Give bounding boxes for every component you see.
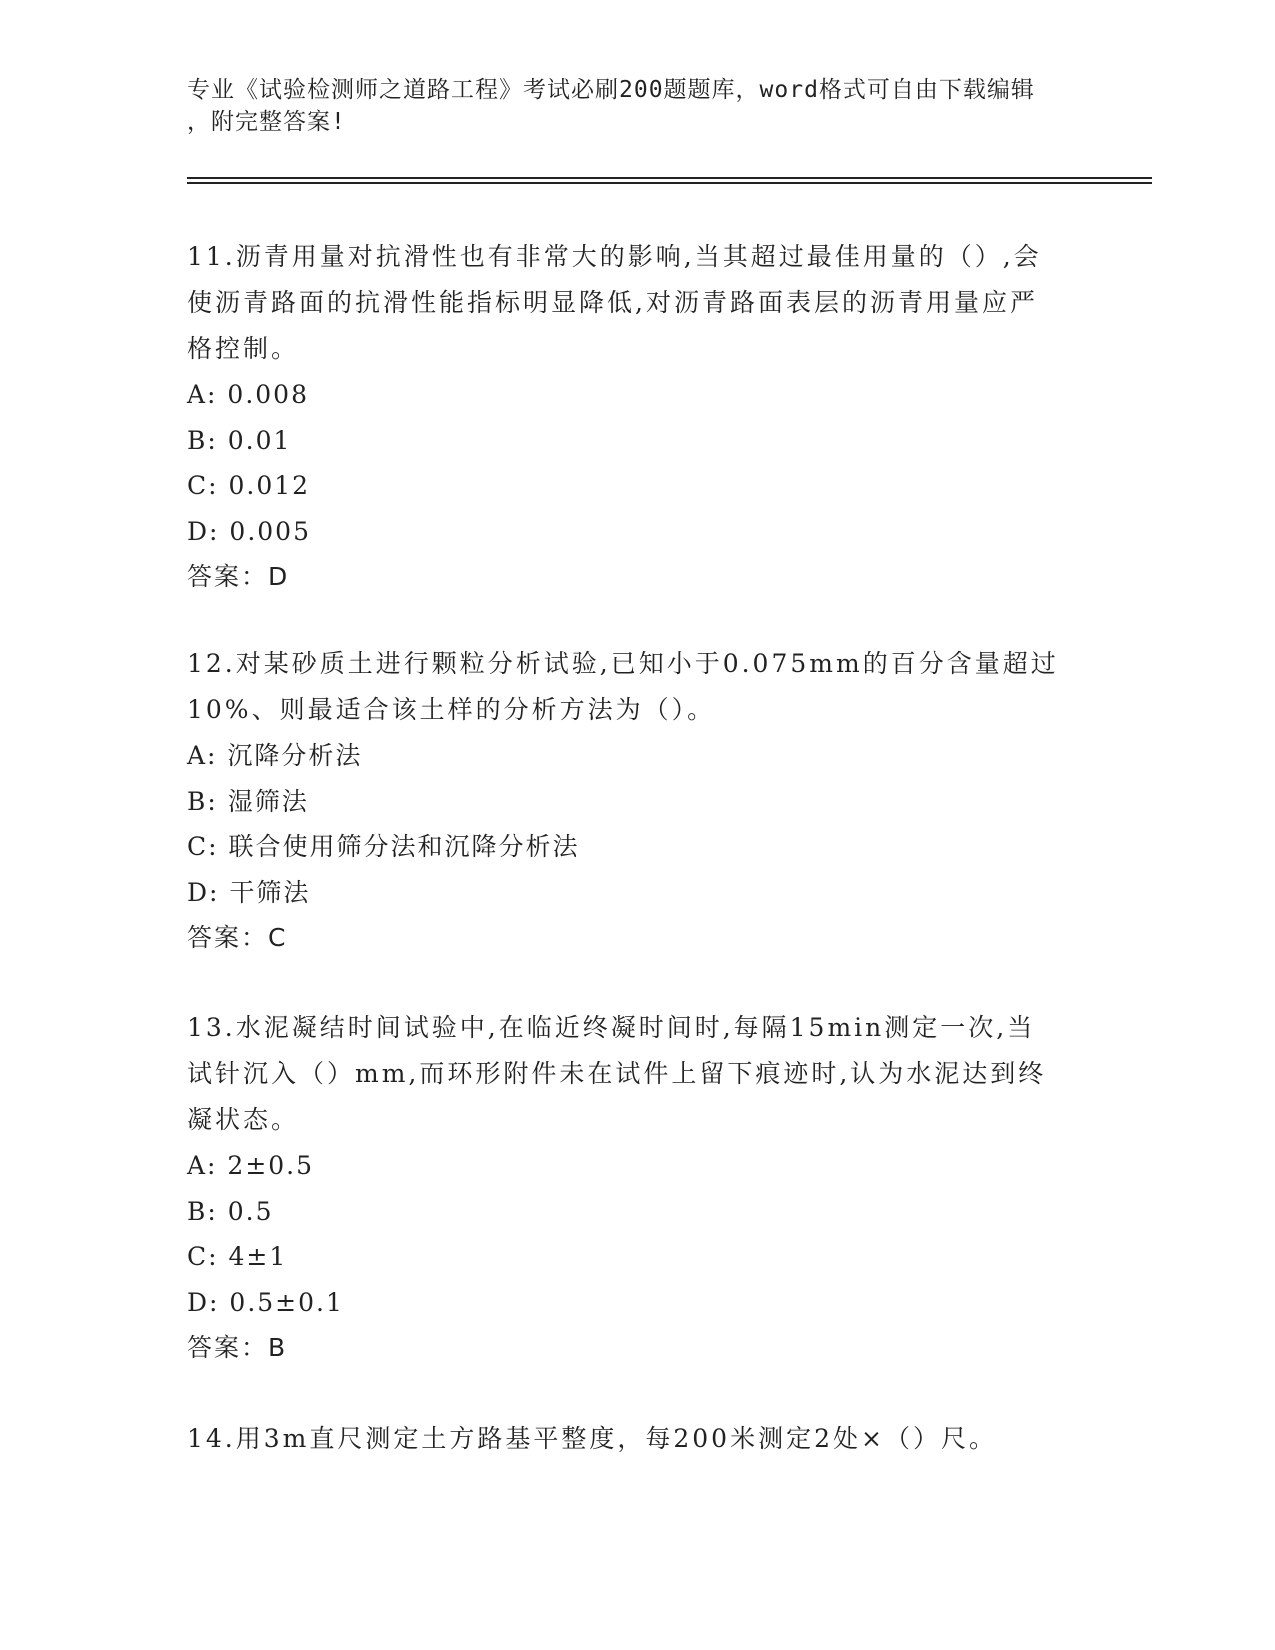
option-d: D: 0.005 xyxy=(187,516,311,546)
option-c: C: 0.012 xyxy=(187,471,311,500)
option-b: B: 0.01 xyxy=(187,425,292,455)
answer: 答案：C xyxy=(187,923,288,952)
option-a: A: 2±0.5 xyxy=(187,1151,315,1180)
stem-line: 10%、则最适合该土样的分析方法为（）。 xyxy=(187,695,716,724)
option-c: C: 联合使用筛分法和沉降分析法 xyxy=(187,832,580,861)
question-stem xyxy=(187,234,1077,372)
option-a: A: 0.008 xyxy=(187,380,309,409)
question-stem xyxy=(187,641,1077,733)
question-stem xyxy=(187,1416,1077,1462)
answer: 答案：D xyxy=(187,562,290,591)
header-divider-bottom xyxy=(187,182,1152,184)
stem-line: 格控制。 xyxy=(187,334,300,363)
header-line-1: 专业《试验检测师之道路工程》考试必刷200题题库，word格式可自由下载编辑 xyxy=(187,77,1035,103)
header-line-2: ，附完整答案! xyxy=(187,109,346,135)
option-d: D: 0.5±0.1 xyxy=(187,1287,344,1317)
stem-line: 14.用3m直尺测定土方路基平整度，每200米测定2处×（）尺。 xyxy=(187,1424,997,1453)
question-11 xyxy=(187,234,1077,600)
option-b: B: 0.5 xyxy=(187,1196,274,1226)
option-a: A: 沉降分析法 xyxy=(187,741,363,770)
question-12 xyxy=(187,641,1077,961)
option-c: C: 4±1 xyxy=(187,1242,288,1271)
stem-line: 试针沉入（）mm,而环形附件未在试件上留下痕迹时,认为水泥达到终 xyxy=(187,1059,1047,1088)
stem-line: 11.沥青用量对抗滑性也有非常大的影响,当其超过最佳用量的（）,会 xyxy=(187,242,1042,271)
stem-line: 12.对某砂质土进行颗粒分析试验,已知小于0.075mm的百分含量超过 xyxy=(187,649,1059,678)
stem-line: 凝状态。 xyxy=(187,1105,300,1134)
question-14 xyxy=(187,1416,1077,1462)
answer: 答案：B xyxy=(187,1333,288,1362)
document-header xyxy=(187,74,1067,138)
header-divider-top xyxy=(187,177,1152,179)
question-13 xyxy=(187,1005,1077,1371)
question-stem xyxy=(187,1005,1077,1143)
option-b: B: 湿筛法 xyxy=(187,786,309,816)
option-d: D: 干筛法 xyxy=(187,877,311,907)
stem-line: 13.水泥凝结时间试验中,在临近终凝时间时,每隔15min测定一次,当 xyxy=(187,1013,1036,1042)
stem-line: 使沥青路面的抗滑性能指标明显降低,对沥青路面表层的沥青用量应严 xyxy=(187,288,1038,317)
